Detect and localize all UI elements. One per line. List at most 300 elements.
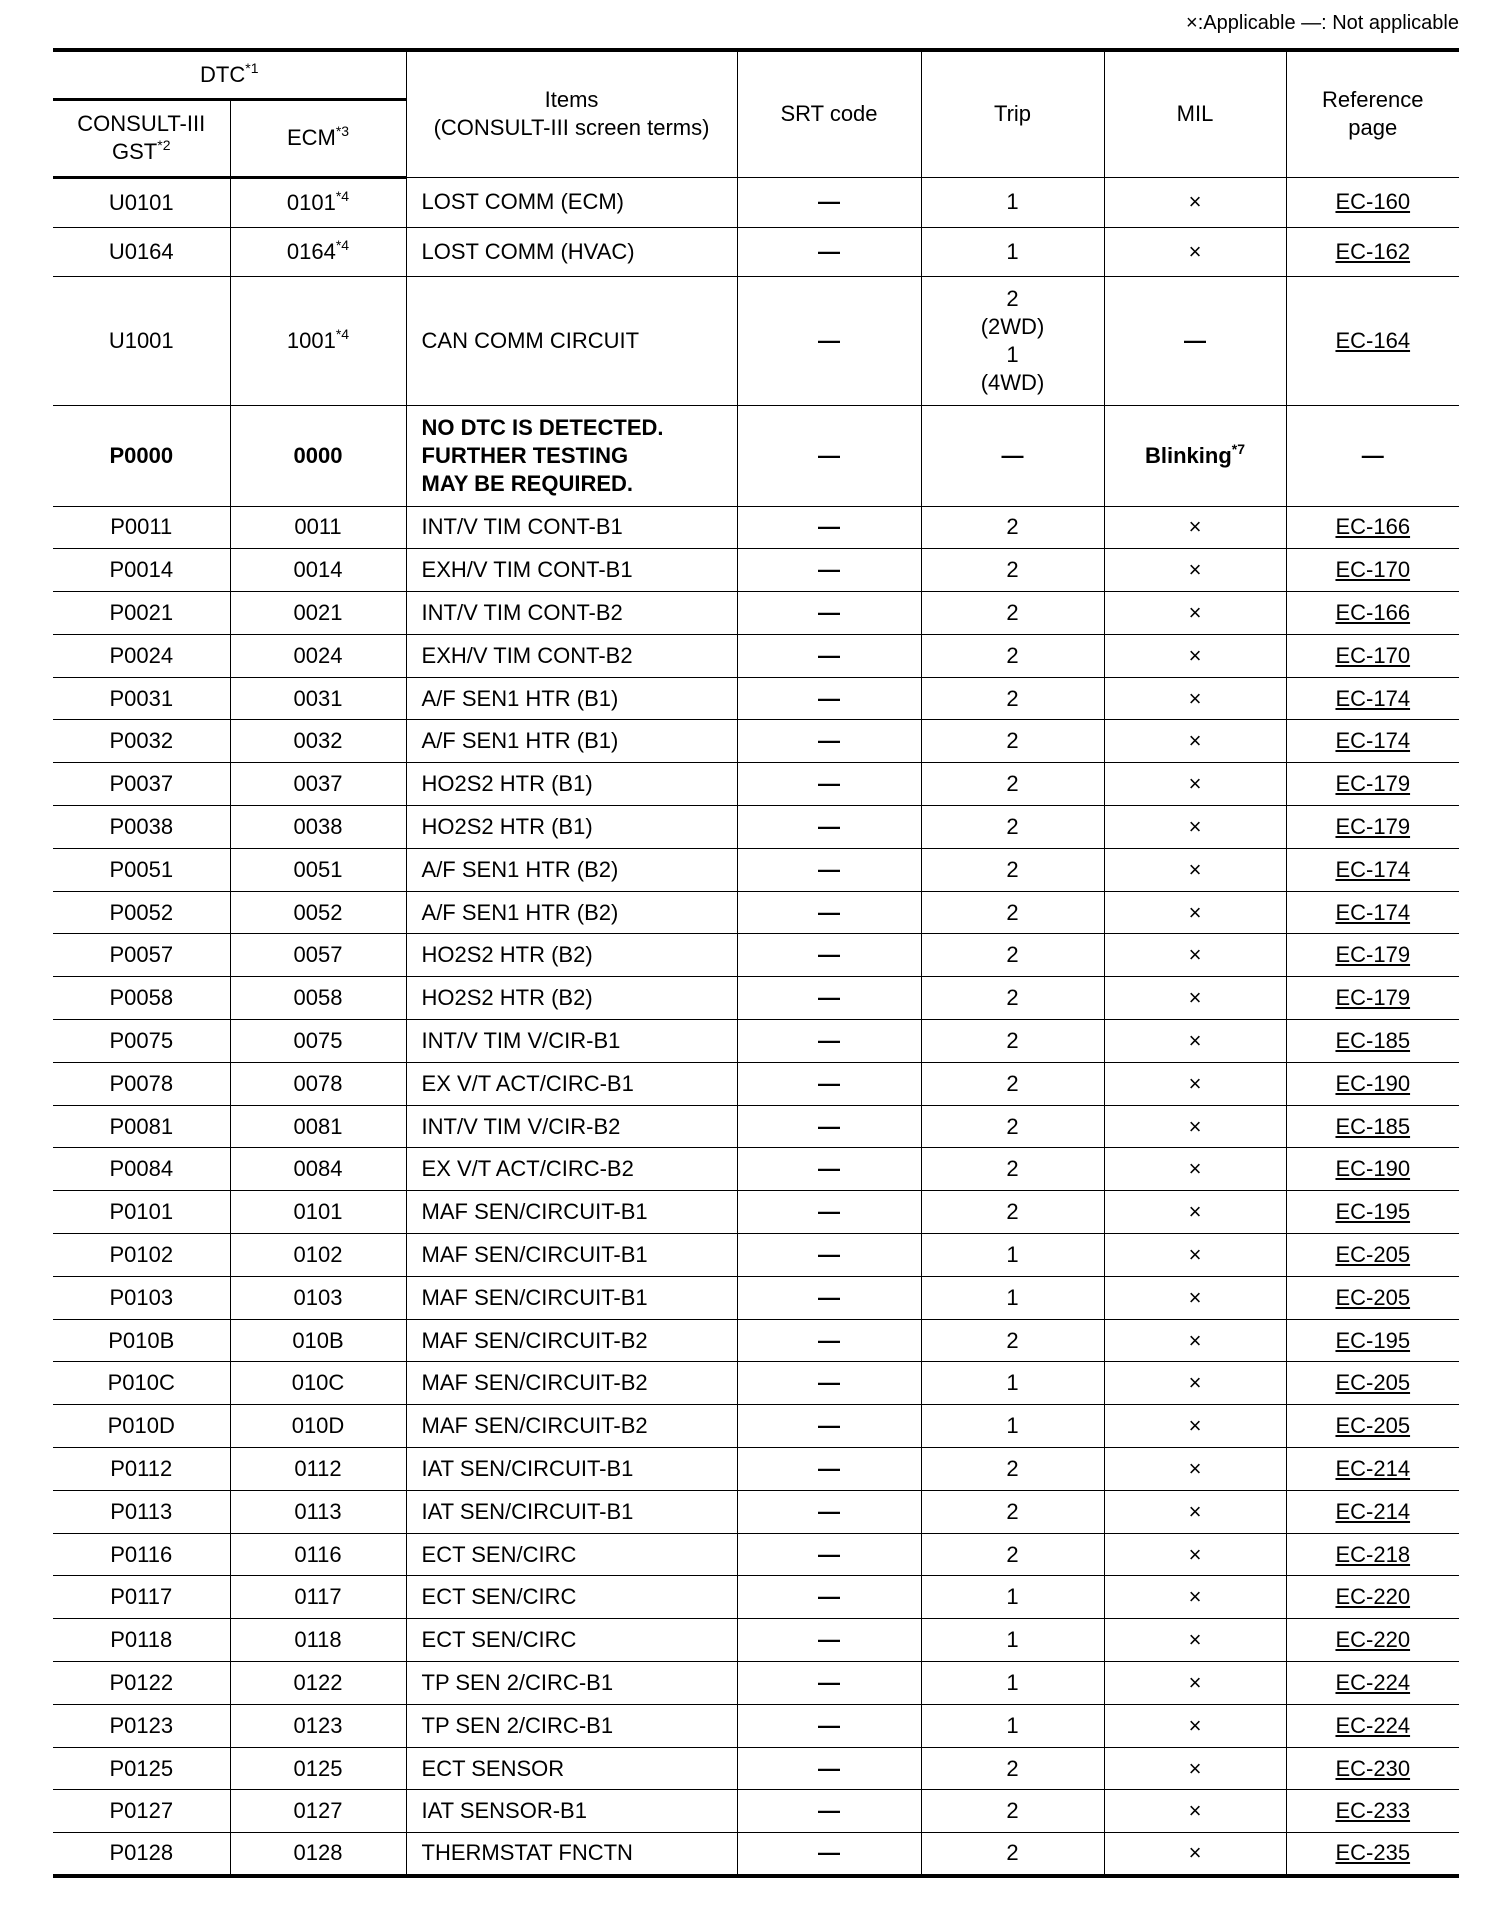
dtc-ecm: [230, 634, 406, 677]
srt-code: [737, 592, 921, 635]
dtc-consult-gst: [53, 891, 230, 934]
mil: [1104, 1319, 1286, 1362]
srt-code-text: —: [818, 1840, 841, 1866]
item-name: [406, 1619, 737, 1662]
item-name: [406, 592, 737, 635]
dtc-consult-gst: [53, 1062, 230, 1105]
item-name: [406, 848, 737, 891]
srt-code-text: —: [818, 1798, 841, 1824]
dtc-consult-gst: [53, 1020, 230, 1063]
srt-code-text: —: [818, 1755, 841, 1781]
srt-code-text: —: [818, 856, 841, 882]
dtc-consult-gst-text: P010D: [107, 1413, 175, 1439]
srt-code: [737, 891, 921, 934]
reference-link-text[interactable]: EC-205: [1335, 1413, 1411, 1439]
srt-code-text: —: [818, 599, 841, 625]
dtc-consult-gst-text: P0128: [109, 1840, 174, 1866]
reference-link-text[interactable]: EC-174: [1335, 899, 1411, 925]
srt-code: [737, 634, 921, 677]
item-name-text: LOST COMM (HVAC): [421, 238, 635, 264]
reference-link-text[interactable]: EC-235: [1335, 1840, 1411, 1866]
srt-code: [737, 1062, 921, 1105]
trip-text: 2: [1006, 1798, 1019, 1824]
trip: [921, 1619, 1104, 1662]
trip-text: 2: [1006, 1455, 1019, 1481]
dtc-consult-gst: [53, 227, 230, 276]
table-row: [53, 1747, 1459, 1790]
mil: [1104, 806, 1286, 849]
mil: [1104, 977, 1286, 1020]
trip-text: 2: [1006, 1755, 1019, 1781]
mil-text: —: [1184, 327, 1207, 353]
dtc-consult-gst-text: P0000: [109, 442, 174, 468]
item-name-text: EX V/T ACT/CIRC-B2: [421, 1156, 634, 1182]
reference-link: [1286, 806, 1459, 849]
item-name-text: A/F SEN1 HTR (B2): [421, 856, 619, 882]
reference-link-text[interactable]: EC-214: [1335, 1455, 1411, 1481]
srt-code-text: —: [818, 1584, 841, 1610]
item-name-text: EXH/V TIM CONT-B2: [421, 642, 633, 668]
mil: [1104, 1020, 1286, 1063]
table-row: [53, 934, 1459, 977]
dtc-consult-gst-text: P0052: [109, 899, 174, 925]
srt-code: [737, 1191, 921, 1234]
reference-link: [1286, 1576, 1459, 1619]
dtc-ecm: 1001$^{*4}$: [230, 276, 406, 405]
reference-link: [1286, 1619, 1459, 1662]
dtc-ecm: [230, 1490, 406, 1533]
item-name: [406, 634, 737, 677]
reference-link-text[interactable]: EC-224: [1335, 1669, 1411, 1695]
reference-link-text[interactable]: EC-224: [1335, 1712, 1411, 1738]
trip: [921, 549, 1104, 592]
dtc-ecm-text: 0052: [293, 899, 343, 925]
dtc-ecm-text: 0078: [293, 1070, 343, 1096]
srt-code: [737, 1576, 921, 1619]
reference-link-text[interactable]: EC-190: [1335, 1070, 1411, 1096]
item-name: [406, 1448, 737, 1491]
mil: [1104, 891, 1286, 934]
dtc-consult-gst-text: P0102: [109, 1241, 174, 1267]
trip: [921, 1533, 1104, 1576]
dtc-consult-gst: [53, 1833, 230, 1876]
srt-code-text: —: [818, 1413, 841, 1439]
mil-text: ×: [1188, 557, 1202, 583]
reference-link: [1286, 1747, 1459, 1790]
reference-link-text[interactable]: EC-179: [1335, 942, 1411, 968]
item-name-text: MAF SEN/CIRCUIT-B1: [421, 1241, 648, 1267]
dtc-ecm: [230, 977, 406, 1020]
mil: [1104, 634, 1286, 677]
reference-link: [1286, 1833, 1459, 1876]
mil: [1104, 549, 1286, 592]
trip: [921, 592, 1104, 635]
dtc-consult-gst: [53, 549, 230, 592]
dtc-consult-gst-text: U1001: [108, 327, 174, 353]
reference-link-text[interactable]: EC-205: [1335, 1370, 1411, 1396]
item-name: [406, 1790, 737, 1833]
trip-text: 1: [1006, 1413, 1019, 1439]
mil: [1104, 1276, 1286, 1319]
trip: [921, 1362, 1104, 1405]
mil: [1104, 1662, 1286, 1705]
dtc-ecm: [230, 1790, 406, 1833]
reference-link-text[interactable]: EC-166: [1335, 514, 1411, 540]
dtc-ecm: [230, 1191, 406, 1234]
dtc-consult-gst-text: P0125: [109, 1755, 174, 1781]
item-name-text: HO2S2 HTR (B2): [421, 985, 593, 1011]
mil-text: ×: [1188, 1070, 1202, 1096]
srt-code-text: —: [818, 1241, 841, 1267]
dtc-consult-gst-text: P0118: [110, 1627, 173, 1653]
dtc-consult-gst: [53, 806, 230, 849]
dtc-ecm-text: 0117: [294, 1584, 342, 1610]
table-row: [53, 1662, 1459, 1705]
item-name-text: CAN COMM CIRCUIT: [421, 327, 640, 353]
table-row: [53, 891, 1459, 934]
reference-link: [1286, 934, 1459, 977]
dtc-ecm: [230, 934, 406, 977]
reference-link-text[interactable]: EC-190: [1335, 1156, 1411, 1182]
mil-text: ×: [1188, 1199, 1202, 1225]
dtc-ecm-text: 0000: [293, 442, 343, 468]
item-name-text: ECT SEN/CIRC: [421, 1584, 577, 1610]
item-name: [406, 1405, 737, 1448]
trip-text: 1: [1006, 1284, 1019, 1310]
mil: [1104, 934, 1286, 977]
dtc-ecm-text: 0112: [294, 1455, 342, 1481]
srt-code: [737, 1020, 921, 1063]
reference-link-text[interactable]: EC-195: [1335, 1327, 1411, 1353]
mil-text: ×: [1188, 514, 1202, 540]
dtc-ecm-text: 0101: [286, 189, 336, 215]
dtc-consult-gst: [53, 634, 230, 677]
item-name: [406, 549, 737, 592]
dtc-consult-gst-text: P0081: [109, 1113, 174, 1139]
trip: [921, 977, 1104, 1020]
trip: [921, 227, 1104, 276]
table-row: [53, 634, 1459, 677]
reference-link-text[interactable]: EC-174: [1335, 856, 1411, 882]
table-row: [53, 806, 1459, 849]
srt-code-text: —: [818, 813, 841, 839]
trip: [921, 1662, 1104, 1705]
reference-link: [1286, 1234, 1459, 1277]
dtc-ecm: [230, 806, 406, 849]
dtc-consult-gst: [53, 1148, 230, 1191]
trip: [921, 1319, 1104, 1362]
dtc-consult-gst-text: P0127: [109, 1798, 174, 1824]
dtc-ecm-text: 0038: [293, 813, 343, 839]
trip-text: 1: [1006, 1627, 1019, 1653]
item-name: [406, 1662, 737, 1705]
mil-text: ×: [1188, 1498, 1202, 1524]
dtc-consult-gst-text: P010B: [108, 1327, 175, 1353]
mil-text: ×: [1188, 1455, 1202, 1481]
reference-link: [1286, 977, 1459, 1020]
dtc-ecm-text: 0014: [293, 557, 343, 583]
dtc-consult-gst-text: P0032: [109, 728, 174, 754]
trip: [921, 1490, 1104, 1533]
item-name: [406, 934, 737, 977]
mil-text: ×: [1188, 1284, 1202, 1310]
item-name-text: ECT SEN/CIRC: [421, 1627, 577, 1653]
dtc-ecm: [230, 1662, 406, 1705]
dtc-consult-gst: [53, 977, 230, 1020]
table-row: [53, 276, 1459, 405]
reference-link-text[interactable]: EC-170: [1335, 557, 1411, 583]
item-name-text: TP SEN 2/CIRC-B1: [421, 1669, 614, 1695]
dtc-consult-gst: [53, 720, 230, 763]
dtc-consult-gst: [53, 405, 230, 506]
mil-text: ×: [1188, 685, 1202, 711]
item-name: [406, 720, 737, 763]
reference-link: [1286, 1319, 1459, 1362]
reference-link: [1286, 1662, 1459, 1705]
reference-link-text[interactable]: EC-179: [1335, 771, 1411, 797]
dtc-consult-gst-text: U0164: [108, 238, 174, 264]
mil-text: ×: [1188, 1413, 1202, 1439]
table-row: [53, 1405, 1459, 1448]
table-row: [53, 1704, 1459, 1747]
srt-code: [737, 1362, 921, 1405]
trip-text: 2: [1006, 1498, 1019, 1524]
srt-code-text: —: [818, 1455, 841, 1481]
item-name-text: A/F SEN1 HTR (B1): [421, 685, 619, 711]
srt-code: [737, 1704, 921, 1747]
item-name-text: HO2S2 HTR (B1): [421, 771, 593, 797]
mil: [1104, 592, 1286, 635]
trip-text: 1: [1006, 238, 1019, 264]
reference-link-text[interactable]: EC-185: [1335, 1113, 1411, 1139]
srt-code: [737, 1276, 921, 1319]
item-name-text: INT/V TIM V/CIR-B2: [421, 1113, 621, 1139]
srt-code: [737, 1790, 921, 1833]
dtc-consult-gst: [53, 1234, 230, 1277]
srt-code: [737, 1234, 921, 1277]
reference-link-text[interactable]: EC-218: [1335, 1541, 1411, 1567]
mil: [1104, 1704, 1286, 1747]
dtc-ecm-text: 0037: [293, 771, 343, 797]
dtc-consult-gst: [53, 1191, 230, 1234]
item-name: [406, 1319, 737, 1362]
reference-link-text[interactable]: EC-233: [1335, 1798, 1411, 1824]
item-name: [406, 276, 737, 405]
dtc-consult-gst: [53, 1405, 230, 1448]
trip: [921, 1191, 1104, 1234]
trip: [921, 405, 1104, 506]
item-name-text: EX V/T ACT/CIRC-B1: [421, 1070, 634, 1096]
legend: ×:Applicable —: Not applicable: [1186, 12, 1459, 34]
trip-text: 2: [1006, 1541, 1019, 1567]
srt-code-text: —: [818, 1627, 841, 1653]
dtc-ecm-text: 010C: [291, 1370, 345, 1396]
reference-link: [1286, 1276, 1459, 1319]
mil-text: ×: [1188, 642, 1202, 668]
item-name: [406, 1234, 737, 1277]
item-name: [406, 677, 737, 720]
table-row: [53, 549, 1459, 592]
item-name: [406, 1105, 737, 1148]
item-name-text: A/F SEN1 HTR (B2): [421, 899, 619, 925]
dtc-ecm-text: 0081: [293, 1113, 343, 1139]
item-name-text: IAT SEN/CIRCUIT-B1: [421, 1498, 634, 1524]
dtc-ecm-text: 0103: [293, 1284, 343, 1310]
reference-link: [1286, 634, 1459, 677]
reference-link-text[interactable]: EC-185: [1335, 1027, 1411, 1053]
mil: [1104, 276, 1286, 405]
reference-link-text[interactable]: EC-170: [1335, 642, 1411, 668]
dtc-ecm: [230, 1833, 406, 1876]
mil: [1104, 1405, 1286, 1448]
item-name: [406, 1704, 737, 1747]
dtc-ecm: [230, 1747, 406, 1790]
item-name-text: A/F SEN1 HTR (B1): [421, 728, 619, 754]
trip-text: 1: [1006, 189, 1019, 214]
reference-link-text[interactable]: EC-174: [1335, 685, 1411, 711]
reference-link-text[interactable]: EC-162: [1335, 238, 1411, 264]
srt-code-text: —: [818, 1199, 841, 1225]
reference-link: [1286, 1105, 1459, 1148]
reference-link-text[interactable]: EC-195: [1335, 1199, 1411, 1225]
srt-code-text: —: [818, 1284, 841, 1310]
mil-text: ×: [1188, 1370, 1202, 1396]
dtc-ecm: [230, 1448, 406, 1491]
trip: [921, 1062, 1104, 1105]
trip: [921, 1020, 1104, 1063]
dtc-consult-gst-text: P0113: [110, 1498, 173, 1524]
item-name-text: INT/V TIM CONT-B1: [421, 514, 623, 540]
dtc-ecm-text: 0101: [293, 1199, 343, 1225]
srt-code: [737, 1148, 921, 1191]
reference-link-text[interactable]: EC-220: [1335, 1627, 1411, 1653]
srt-code-text: —: [818, 1541, 841, 1567]
mil-text: ×: [1188, 813, 1202, 839]
item-name-text: ECT SENSOR: [421, 1755, 565, 1781]
reference-link: [1286, 677, 1459, 720]
dtc-consult-gst-text: P0117: [110, 1584, 173, 1610]
trip: [921, 848, 1104, 891]
dtc-ecm: [230, 1619, 406, 1662]
trip: [921, 1833, 1104, 1876]
dtc-ecm-text: 0011: [294, 514, 342, 540]
mil-text: ×: [1188, 1584, 1202, 1610]
dtc-consult-gst-text: P0101: [109, 1199, 174, 1225]
dtc-ecm: [230, 1148, 406, 1191]
srt-code: [737, 1405, 921, 1448]
dtc-consult-gst: [53, 848, 230, 891]
item-name-text: INT/V TIM CONT-B2: [421, 599, 623, 625]
dtc-ecm: 0164$^{*4}$: [230, 227, 406, 276]
reference-link-text[interactable]: EC-205: [1335, 1284, 1411, 1310]
reference-link-text[interactable]: EC-164: [1335, 327, 1411, 353]
trip-text: 2: [1006, 642, 1019, 668]
dtc-consult-gst: [53, 1704, 230, 1747]
srt-code-text: —: [818, 1156, 841, 1182]
header-consult-gst: CONSULT-III GST$^{*2}$: [53, 99, 230, 177]
trip: [921, 506, 1104, 549]
trip: [921, 1234, 1104, 1277]
reference-link: [1286, 1704, 1459, 1747]
dtc-consult-gst: [53, 1105, 230, 1148]
dtc-consult-gst: [53, 1533, 230, 1576]
dtc-ecm-text: 010B: [292, 1327, 344, 1353]
srt-code: [737, 763, 921, 806]
mil: [1104, 1362, 1286, 1405]
srt-code-text: —: [818, 557, 841, 583]
trip: [921, 1576, 1104, 1619]
dtc-ecm: [230, 1105, 406, 1148]
mil: Blinking$^{*7}$: [1104, 405, 1286, 506]
dtc-consult-gst-text: P0075: [109, 1027, 174, 1053]
item-name-text: LOST COMM (ECM): [421, 189, 624, 214]
table-row: [53, 1833, 1459, 1876]
header-dtc: DTC$^{*1}$: [53, 50, 406, 99]
srt-code-text: —: [818, 327, 841, 353]
dtc-ecm: [230, 506, 406, 549]
reference-link-text[interactable]: EC-166: [1335, 599, 1411, 625]
trip: [921, 1148, 1104, 1191]
trip: [921, 1405, 1104, 1448]
trip-text: 2: [1006, 899, 1019, 925]
dtc-ecm: [230, 549, 406, 592]
mil-text: ×: [1188, 1541, 1202, 1567]
mil: [1104, 720, 1286, 763]
dtc-ecm-text: 1001: [286, 327, 336, 353]
dtc-ecm: [230, 677, 406, 720]
trip-text: 2: [1006, 557, 1019, 583]
trip-text: 2: [1006, 985, 1019, 1011]
reference-link-text[interactable]: EC-179: [1335, 985, 1411, 1011]
reference-link: [1286, 1405, 1459, 1448]
mil-text: ×: [1188, 899, 1202, 925]
trip-text: 2: [1006, 1840, 1019, 1866]
mil: [1104, 1191, 1286, 1234]
dtc-consult-gst-text: P0014: [109, 557, 174, 583]
mil-text: ×: [1188, 1755, 1202, 1781]
reference-link-text[interactable]: EC-174: [1335, 728, 1411, 754]
item-name-text: MAF SEN/CIRCUIT-B1: [421, 1284, 648, 1310]
reference-link-text[interactable]: EC-179: [1335, 813, 1411, 839]
dtc-ecm-text: 0113: [294, 1498, 342, 1524]
reference-link-text[interactable]: EC-214: [1335, 1498, 1411, 1524]
reference-link-text[interactable]: EC-220: [1335, 1584, 1411, 1610]
mil: [1104, 1533, 1286, 1576]
srt-code: [737, 677, 921, 720]
reference-link-text[interactable]: EC-205: [1335, 1241, 1411, 1267]
dtc-consult-gst: [53, 1747, 230, 1790]
mil-text: ×: [1188, 1241, 1202, 1267]
mil-text: ×: [1188, 728, 1202, 754]
reference-link-text[interactable]: EC-230: [1335, 1755, 1411, 1781]
reference-link-text[interactable]: EC-160: [1335, 189, 1411, 214]
table-row: [53, 677, 1459, 720]
trip: [921, 1276, 1104, 1319]
dtc-ecm-text: 0058: [293, 985, 343, 1011]
dtc-consult-gst: [53, 506, 230, 549]
mil: [1104, 1490, 1286, 1533]
reference-link: [1286, 1020, 1459, 1063]
item-name-text: MAF SEN/CIRCUIT-B2: [421, 1327, 648, 1353]
dtc-consult-gst: [53, 1662, 230, 1705]
table-row: [53, 977, 1459, 1020]
item-name: [406, 506, 737, 549]
dtc-consult-gst-text: P0021: [109, 599, 174, 625]
dtc-consult-gst: [53, 1362, 230, 1405]
table-row: [53, 506, 1459, 549]
item-name: [406, 177, 737, 227]
reference-link: [1286, 1062, 1459, 1105]
